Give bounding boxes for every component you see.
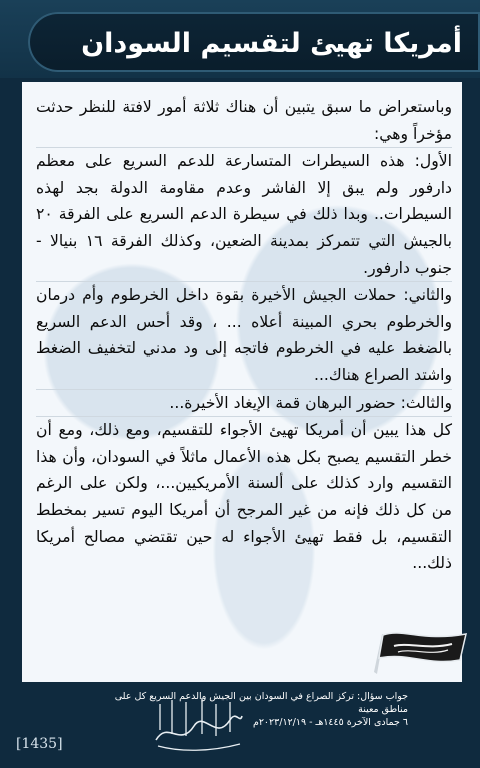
paragraph-third: والثالث: حضور البرهان قمة الإيغاد الأخيرة... <box>169 393 452 412</box>
issue-number: [1435] <box>16 736 63 752</box>
page-title: أمريكا تهيئ لتقسيم السودان <box>81 28 462 59</box>
article-body <box>22 82 462 682</box>
source-line-1: جواب سؤال: تركز الصراع في السودان بين الجيش والدعم السريع كل على <box>114 691 408 702</box>
source-line-2: مناطق معينة <box>358 704 408 715</box>
paragraph-first: الأول: هذه السيطرات المتسارعة للدعم السريع على معظم دارفور ولم يبق إلا الفاشر وعدم مقاومة الدولة بجد لهذه السيطرات.. وبدا ذلك في سيطرة الدعم السريع على الفرقة ٢٠ بالجيش التي تتمركز بمدينة الضعين، وكذلك الفرقة ١٦ بنيالا - جنوب دارفور. <box>36 152 452 277</box>
black-flag-icon <box>368 626 472 678</box>
paragraph-conclusion: كل هذا يبين أن أمريكا تهيئ الأجواء للتقسيم، ومع ذلك، ومع أن خطر التقسيم يصبح بكل هذه الأعمال ماثلاً في السودان، وأن هذا التقسيم وارد كذلك على ألسنة الأمريكيين...، ولكن على الرغم من كل ذلك فإنه من غير المرجح أن أمريكا اليوم تسير بمخطط التقسيم، بل فقط تهيئ الأجواء له حين تقتضي مصالح أمريكا ذلك... <box>36 421 452 573</box>
paragraph-second: والثاني: حملات الجيش الأخيرة بقوة داخل الخرطوم وأم درمان والخرطوم بحري المبينة أعلاه ... ، وقد أحس الدعم السريع بالضغط عليه في الخرطوم فاتجه إلى ود مدني لتخفيف الضغط واشتد الصراع هناك... <box>36 286 452 384</box>
header-bar <box>0 0 480 78</box>
source-date: ٦ جمادى الآخرة ١٤٤٥هـ - ٢٠٢٣/١٢/١٩م <box>252 717 408 728</box>
source-note <box>108 690 408 729</box>
paragraph-intro: وباستعراض ما سبق يتبين أن هناك ثلاثة أمور لافتة للنظر حدثت مؤخراً وهي: <box>36 98 452 143</box>
article-text <box>36 94 452 577</box>
